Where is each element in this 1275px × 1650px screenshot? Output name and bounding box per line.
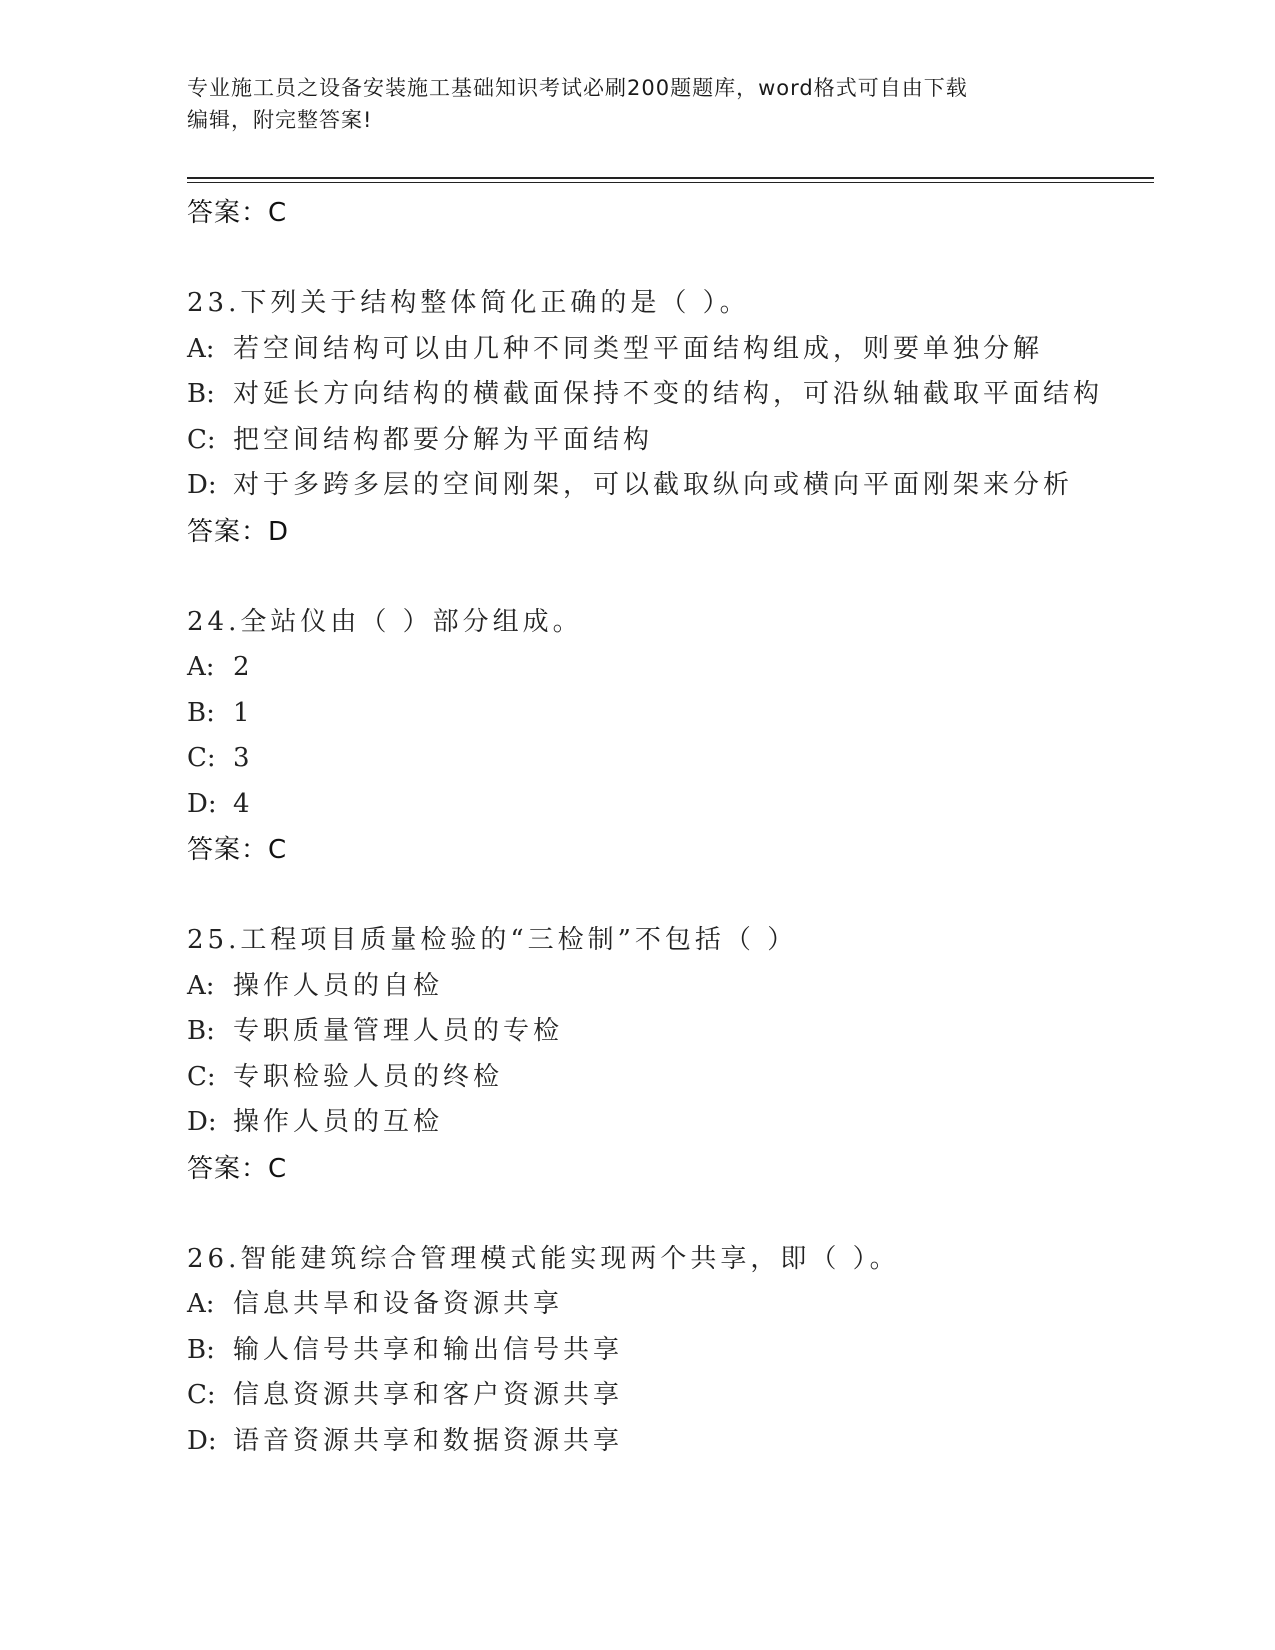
question-stem: 25.工程项目质量检验的“三检制”不包括（ ） xyxy=(187,925,798,955)
option-label: C: xyxy=(187,424,216,455)
option-text: 输人信号共享和输出信号共享 xyxy=(233,1334,624,1365)
option-label: B: xyxy=(187,1334,215,1365)
option-text: 若空间结构可以由几种不同类型平面结构组成，则要单独分解 xyxy=(233,333,1044,364)
header-rule-thin xyxy=(187,182,1154,183)
option-line xyxy=(187,964,1154,1010)
option-line xyxy=(187,463,1154,509)
option-line xyxy=(187,691,1154,737)
option-text: 1 xyxy=(233,697,254,728)
header-line-1: 专业施工员之设备安装施工基础知识考试必刷200题题库，word格式可自由下载 xyxy=(187,76,968,100)
question-stem: 24.全站仪由（ ）部分组成。 xyxy=(187,606,583,637)
option-label: A: xyxy=(187,652,215,682)
header-rule-thick xyxy=(187,177,1154,179)
option-label: C: xyxy=(187,1380,216,1410)
answer-line: 答案：D xyxy=(187,516,290,547)
option-text: 把空间结构都要分解为平面结构 xyxy=(233,424,654,455)
question-block xyxy=(187,918,1154,1192)
option-label: A: xyxy=(187,333,215,364)
option-line xyxy=(187,1100,1154,1146)
option-label: D: xyxy=(187,788,217,819)
option-text: 对延长方向结构的横截面保持不变的结构，可沿纵轴截取平面结构 xyxy=(233,379,1104,409)
option-text: 操作人员的自检 xyxy=(233,970,444,1001)
option-line xyxy=(187,418,1154,464)
option-label: A: xyxy=(187,1289,215,1319)
question-stem: 23.下列关于结构整体简化正确的是（ ）。 xyxy=(187,288,750,318)
option-text: 3 xyxy=(233,743,254,773)
option-label: C: xyxy=(187,743,216,773)
option-label: D: xyxy=(187,1425,217,1456)
answer-line: 答案：C xyxy=(187,1153,288,1184)
option-label: C: xyxy=(187,1061,216,1092)
option-line xyxy=(187,327,1154,373)
option-label: B: xyxy=(187,697,215,728)
option-line xyxy=(187,1419,1154,1465)
option-line xyxy=(187,1373,1154,1419)
option-text: 4 xyxy=(233,788,254,819)
option-text: 对于多跨多层的空间刚架，可以截取纵向或横向平面刚架来分析 xyxy=(233,470,1074,500)
answer-line: 答案：C xyxy=(187,198,288,228)
option-line xyxy=(187,1055,1154,1101)
question-block xyxy=(187,281,1154,555)
option-text: 语音资源共享和数据资源共享 xyxy=(233,1425,624,1456)
option-label: D: xyxy=(187,470,217,500)
option-label: B: xyxy=(187,379,215,409)
option-text: 专职检验人员的终检 xyxy=(233,1061,504,1092)
option-line xyxy=(187,1328,1154,1374)
answer-line: 答案：C xyxy=(187,835,288,865)
question-block xyxy=(187,600,1154,874)
option-text: 信息资源共享和客户资源共享 xyxy=(233,1380,624,1410)
document-header xyxy=(187,72,1067,136)
option-text: 操作人员的互检 xyxy=(233,1107,444,1137)
header-line-2: 编辑，附完整答案! xyxy=(187,108,373,132)
option-text: 信息共旱和设备资源共享 xyxy=(233,1289,564,1319)
option-label: A: xyxy=(187,970,215,1001)
question-list xyxy=(187,190,1154,1464)
option-label: D: xyxy=(187,1107,217,1137)
option-text: 专职质量管理人员的专检 xyxy=(233,1016,564,1046)
option-text: 2 xyxy=(233,652,254,682)
option-label: B: xyxy=(187,1016,215,1046)
option-line xyxy=(187,1009,1154,1055)
option-line xyxy=(187,782,1154,828)
option-line xyxy=(187,645,1154,691)
option-line xyxy=(187,1282,1154,1328)
option-line xyxy=(187,372,1154,418)
option-line xyxy=(187,736,1154,782)
question-stem: 26.智能建筑综合管理模式能实现两个共享，即（ ）。 xyxy=(187,1243,900,1274)
question-block xyxy=(187,1237,1154,1465)
